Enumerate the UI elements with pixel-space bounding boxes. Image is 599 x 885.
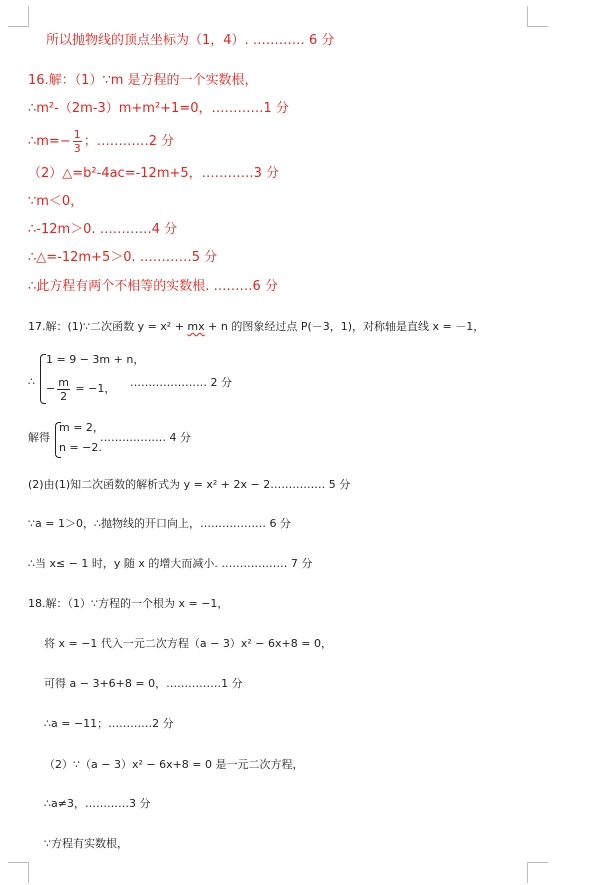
q17-eq2-minus: − bbox=[46, 382, 56, 395]
fraction-numerator: m bbox=[58, 375, 69, 389]
q17-therefore: ∴ bbox=[28, 375, 35, 388]
q17-system-2-eq2: n = −2. bbox=[59, 441, 102, 454]
q17-system-1-eq1: 1 = 9 − 3m + n， bbox=[46, 353, 145, 366]
q17-line-5: ∵a = 1＞0，∴抛物线的开口向上，……………… 6 分 bbox=[28, 517, 291, 530]
corner-mark-bottom-left bbox=[8, 862, 29, 883]
corner-mark-top-right bbox=[527, 6, 548, 27]
q17-solve-label: 解得 bbox=[28, 431, 50, 444]
fraction-denominator: 3 bbox=[73, 142, 81, 155]
q17-system-1-score: ………………… 2 分 bbox=[130, 376, 232, 389]
corner-mark-bottom-right bbox=[527, 862, 548, 883]
q17-eq2-rest: = −1， bbox=[71, 382, 116, 395]
q16-fraction bbox=[73, 128, 82, 155]
q18-line-6: ∴a≠3，…………3 分 bbox=[44, 797, 151, 810]
q17-line-4: (2)由(1)知二次函数的解析式为 y = x² + 2x − 2…………… 5 分 bbox=[28, 478, 351, 491]
fraction-numerator: 1 bbox=[73, 128, 81, 141]
q17-system-2-eq1: m = 2， bbox=[59, 421, 104, 434]
q17-mx-term: mx bbox=[187, 320, 205, 333]
q18-line-1: 18.解：（1）∵方程的一个根为 x = −1， bbox=[28, 597, 229, 610]
q17-line-6: ∴当 x≤ − 1 时，y 随 x 的增大而减小. ……………… 7 分 bbox=[28, 557, 313, 570]
q16-line-7: ∴△=-12m+5＞0. …………5 分 bbox=[28, 250, 218, 265]
q16-line-8: ∴此方程有两个不相等的实数根. ………6 分 bbox=[28, 279, 278, 294]
q18-line-4: ∴a = −11；…………2 分 bbox=[44, 717, 174, 730]
vertex-conclusion-line: 所以抛物线的顶点坐标为（1，4）. ………… 6 分 bbox=[46, 33, 335, 48]
q16-line-3 bbox=[28, 127, 174, 157]
q18-line-3: 可得 a − 3+6+8 = 0，……………1 分 bbox=[44, 677, 243, 690]
q16-line-3-prefix: ∴m=− bbox=[28, 134, 71, 149]
q16-line-6: ∴-12m＞0. …………4 分 bbox=[28, 222, 178, 237]
q17-line-1-start: 17.解：(1)∵二次函数 y = x² + bbox=[28, 320, 188, 333]
q17-fraction bbox=[57, 376, 70, 403]
q16-line-2: ∴m²-（2m-3）m+m²+1=0，…………1 分 bbox=[28, 101, 289, 116]
q16-line-4: （2）△=b²-4ac=-12m+5，…………3 分 bbox=[28, 166, 280, 181]
q16-line-1: 16.解：（1）∵m 是方程的一个实数根， bbox=[28, 73, 258, 88]
q18-line-2: 将 x = −1 代入一元二次方程（a − 3）x² − 6x+8 = 0， bbox=[44, 637, 332, 650]
q17-line-1 bbox=[28, 319, 484, 335]
q16-line-3-suffix: ；…………2 分 bbox=[83, 134, 175, 149]
corner-mark-top-left bbox=[8, 6, 29, 27]
q17-system-2-score: ……………… 4 分 bbox=[100, 431, 191, 444]
fraction-denominator: 2 bbox=[60, 389, 68, 403]
q17-system-1-eq2 bbox=[46, 374, 115, 404]
q18-line-7: ∵方程有实数根， bbox=[44, 837, 128, 850]
q17-line-1-end: + n 的图象经过点 P(－3，1)，对称轴是直线 x = －1， bbox=[204, 320, 485, 333]
q16-line-5: ∵m＜0， bbox=[28, 194, 84, 209]
q18-line-5: （2）∵（a − 3）x² − 6x+8 = 0 是一元二次方程， bbox=[44, 758, 304, 771]
